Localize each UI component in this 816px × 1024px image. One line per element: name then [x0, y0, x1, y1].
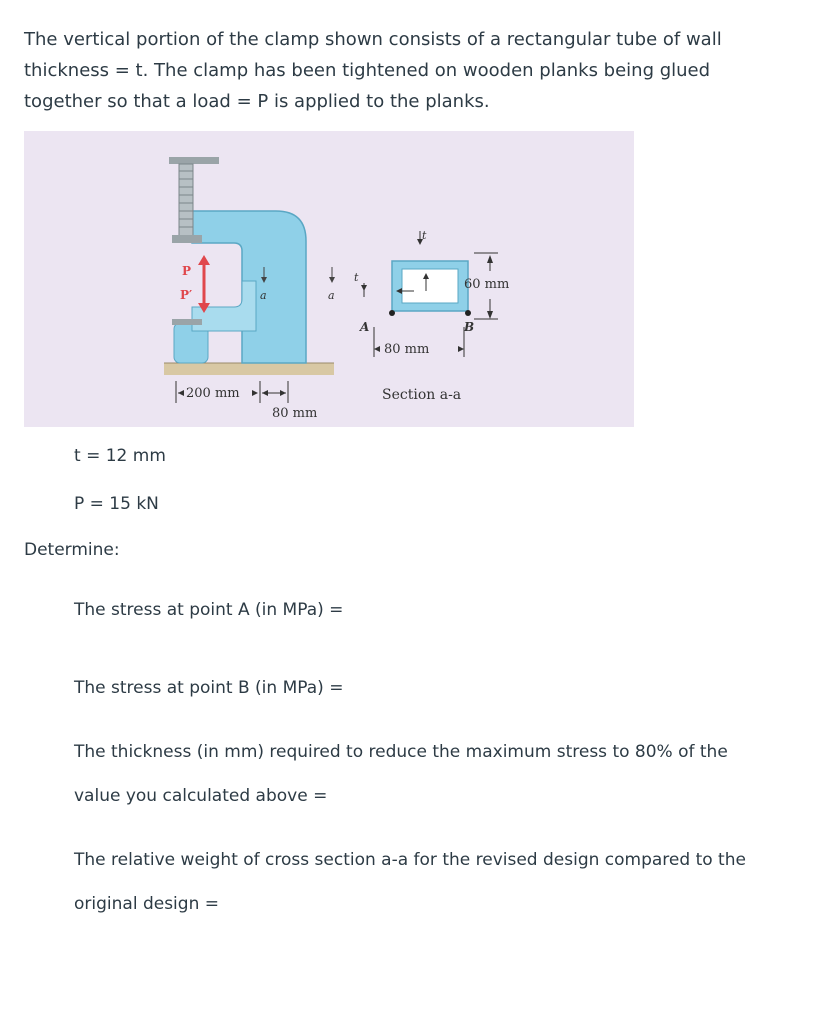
determine-label: Determine:: [24, 540, 120, 560]
clamp-diagram: [24, 131, 634, 427]
dim-200mm: 200 mm: [186, 386, 240, 401]
given-thickness: t = 12 mm: [74, 446, 166, 466]
label-P-prime: P′: [180, 288, 193, 302]
label-a-left: a: [260, 289, 267, 302]
question-stress-B: The stress at point B (in MPa) =: [74, 678, 344, 698]
label-P: P: [182, 264, 192, 278]
point-A-marker: [389, 310, 395, 316]
label-a-right: a: [328, 289, 335, 302]
clamp-figure: [24, 131, 634, 427]
label-t-left: t: [354, 271, 359, 284]
point-B-marker: [465, 310, 471, 316]
screw-handle: [169, 157, 219, 164]
dim-60mm: 60 mm: [464, 277, 510, 292]
label-t-top: t: [422, 229, 427, 242]
screw-foot: [172, 235, 202, 243]
dim-80mm-bottom: 80 mm: [272, 406, 318, 421]
question-stress-A: The stress at point A (in MPa) =: [74, 600, 344, 620]
lower-pad: [172, 319, 202, 325]
question-relative-weight: The relative weight of cross section a-a for the revised design compared to the original design =: [74, 850, 746, 914]
dim-80mm-section: 80 mm: [384, 342, 430, 357]
force-P-arrowhead: [198, 255, 210, 265]
screw-thread: [179, 164, 193, 239]
section-inner: [402, 269, 458, 303]
section-caption: Section a-a: [382, 387, 462, 403]
problem-statement: The vertical portion of the clamp shown consists of a rectangular tube of wall thickness = t. The clamp has been tightened on wooden planks being glued together so that a load = P is applied to the planks.: [24, 29, 722, 112]
given-load: P = 15 kN: [74, 494, 159, 514]
ground-base: [164, 363, 334, 375]
question-thickness: The thickness (in mm) required to reduce the maximum stress to 80% of the value you calculated above =: [74, 742, 728, 806]
label-A: A: [360, 320, 370, 334]
label-B: B: [464, 320, 475, 334]
